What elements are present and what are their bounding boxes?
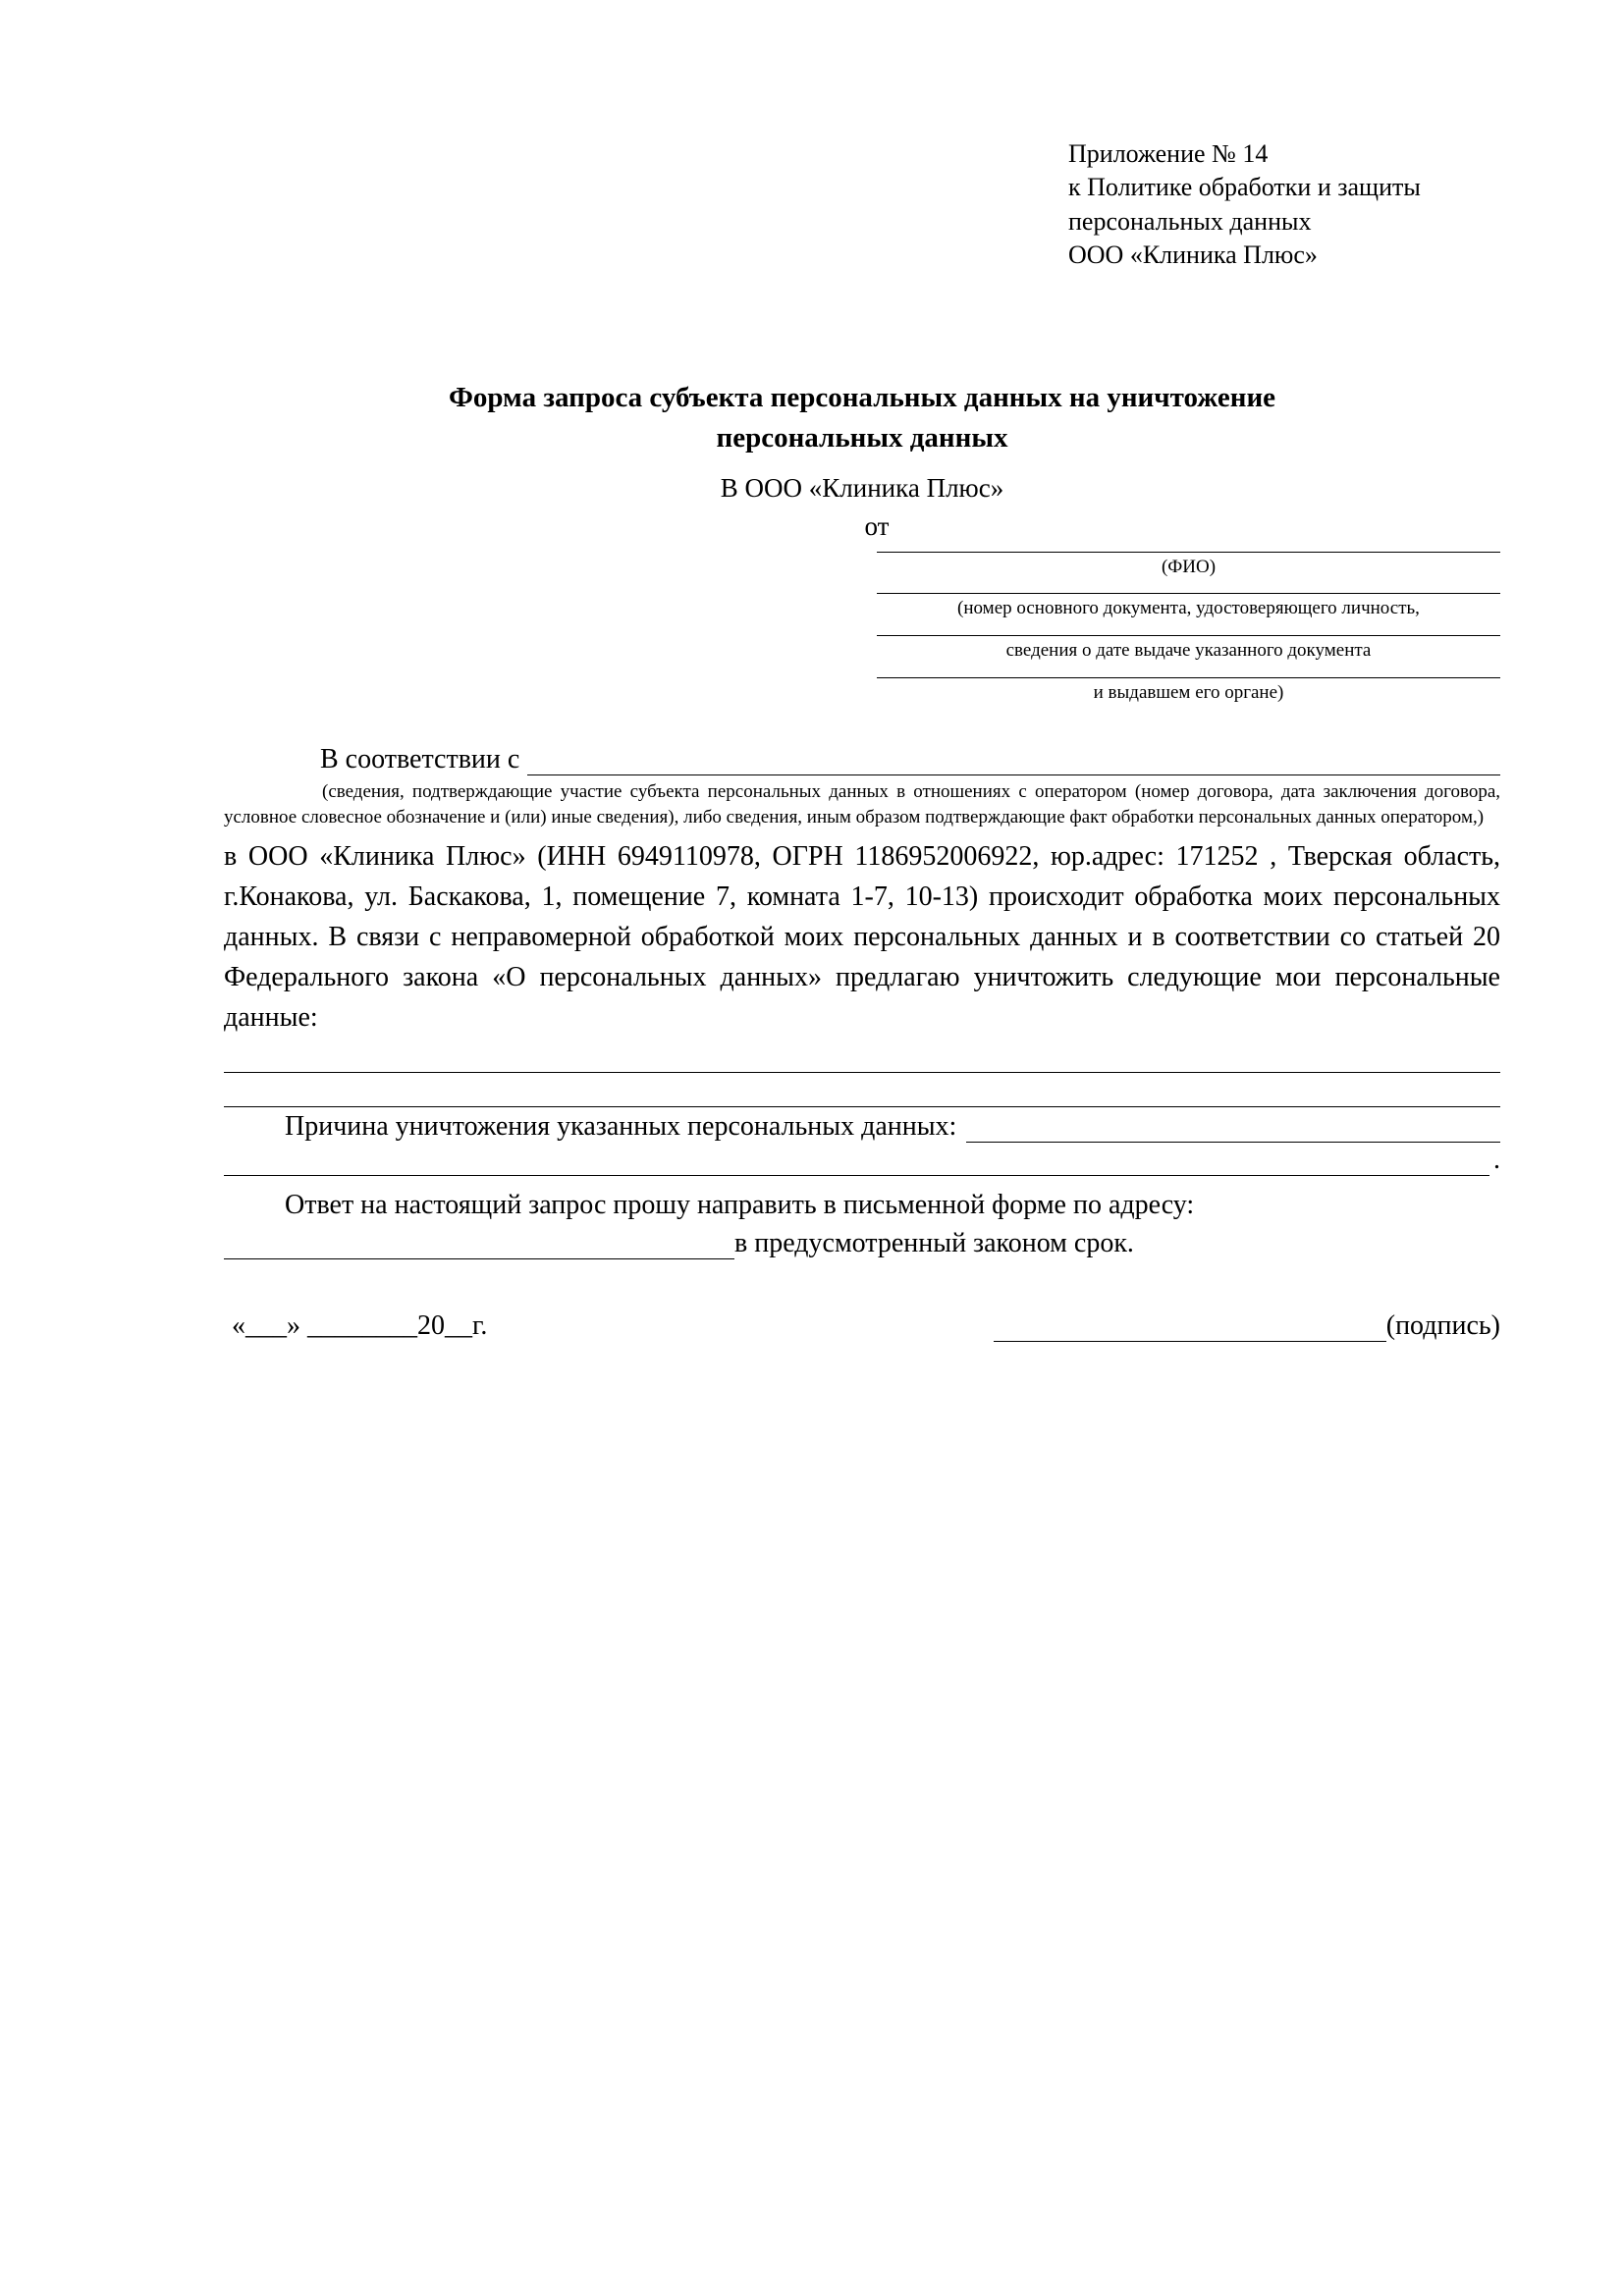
document-number-input-line[interactable]	[877, 593, 1500, 594]
signature-input-line[interactable]	[994, 1315, 1386, 1342]
reason-row-2	[224, 1145, 1500, 1176]
document-issuer-input-line[interactable]	[877, 677, 1500, 678]
in-accordance-input-line[interactable]	[527, 749, 1500, 775]
answer-paragraph: Ответ на настоящий запрос прошу направить в письменной форме по адресу:	[285, 1189, 1195, 1220]
appendix-company: ООО «Клиника Плюс»	[1068, 240, 1318, 269]
answer-address-tail: в предусмотренный законом срок.	[734, 1227, 1134, 1258]
appendix-header	[1068, 137, 1579, 272]
appendix-number: Приложение № 14	[1068, 139, 1269, 168]
answer-address-row	[224, 1228, 1500, 1259]
page-title-line1: Форма запроса субъекта персональных данных на уничтожение	[448, 382, 1276, 414]
appendix-policy-line1: к Политике обработки и защиты	[1068, 173, 1421, 202]
fio-input-line[interactable]	[877, 552, 1500, 553]
in-accordance-note	[224, 779, 1500, 829]
signature-caption: (подпись)	[1385, 1309, 1500, 1341]
page-title	[224, 378, 1500, 458]
in-accordance-note-text: (сведения, подтверждающие участие субъекта персональных данных в отношениях с оператором (номер договора, дата заключения договора, условное словесное обозначение и (или) иные сведения), либо сведения, иным образом подтверждающие факт обработки персональных данных оператором,)	[224, 781, 1500, 828]
document-number-caption: (номер основного документа, удостоверяющего личность,	[957, 598, 1420, 619]
in-accordance-label: В соответствии с	[320, 744, 520, 775]
document-date-caption: сведения о дате выдаче указанного документа	[1005, 639, 1372, 661]
fio-caption: (ФИО)	[1161, 556, 1217, 577]
signature-row	[224, 1310, 1500, 1342]
applicant-fields	[877, 552, 1500, 706]
personal-data-input-line-2[interactable]	[224, 1073, 1500, 1107]
addressee-organization: В ООО «Клиника Плюс»	[720, 472, 1004, 503]
document-content	[224, 137, 1500, 1342]
page-title-line2: персональных данных	[716, 422, 1008, 454]
addressee-from-row	[224, 511, 1500, 542]
date-field[interactable]: «___» ________20__г.	[232, 1309, 488, 1341]
appendix-policy-line2: персональных данных	[1068, 206, 1312, 236]
reason-input-line-1[interactable]	[966, 1116, 1500, 1143]
reason-row	[224, 1111, 1500, 1143]
document-issuer-caption: и выдавшем его органе)	[1093, 681, 1284, 703]
in-accordance-row	[224, 744, 1500, 775]
reason-input-line-2[interactable]	[224, 1149, 1489, 1176]
reason-label: Причина уничтожения указанных персональных данных:	[285, 1110, 957, 1142]
document-date-input-line[interactable]	[877, 635, 1500, 636]
reason-period: .	[1493, 1144, 1500, 1175]
main-paragraph: в ООО «Клиника Плюс» (ИНН 6949110978, ОГРН 1186952006922, юр.адрес: 171252 , Тверская область, г.Конакова, ул. Баскакова, 1, помещение 7, комната 1-7, 10-13) происходит обработка моих персональных данных. В связи с неправомерной обработкой моих персональных данных и в соответствии со статьей 20 Федерального закона «О персональных данных» предлагаю уничтожить следующие мои персональные данные:	[224, 841, 1500, 1033]
personal-data-input-line-1[interactable]	[224, 1039, 1500, 1073]
from-label: от	[864, 510, 890, 541]
answer-address-input-line[interactable]	[224, 1233, 734, 1259]
